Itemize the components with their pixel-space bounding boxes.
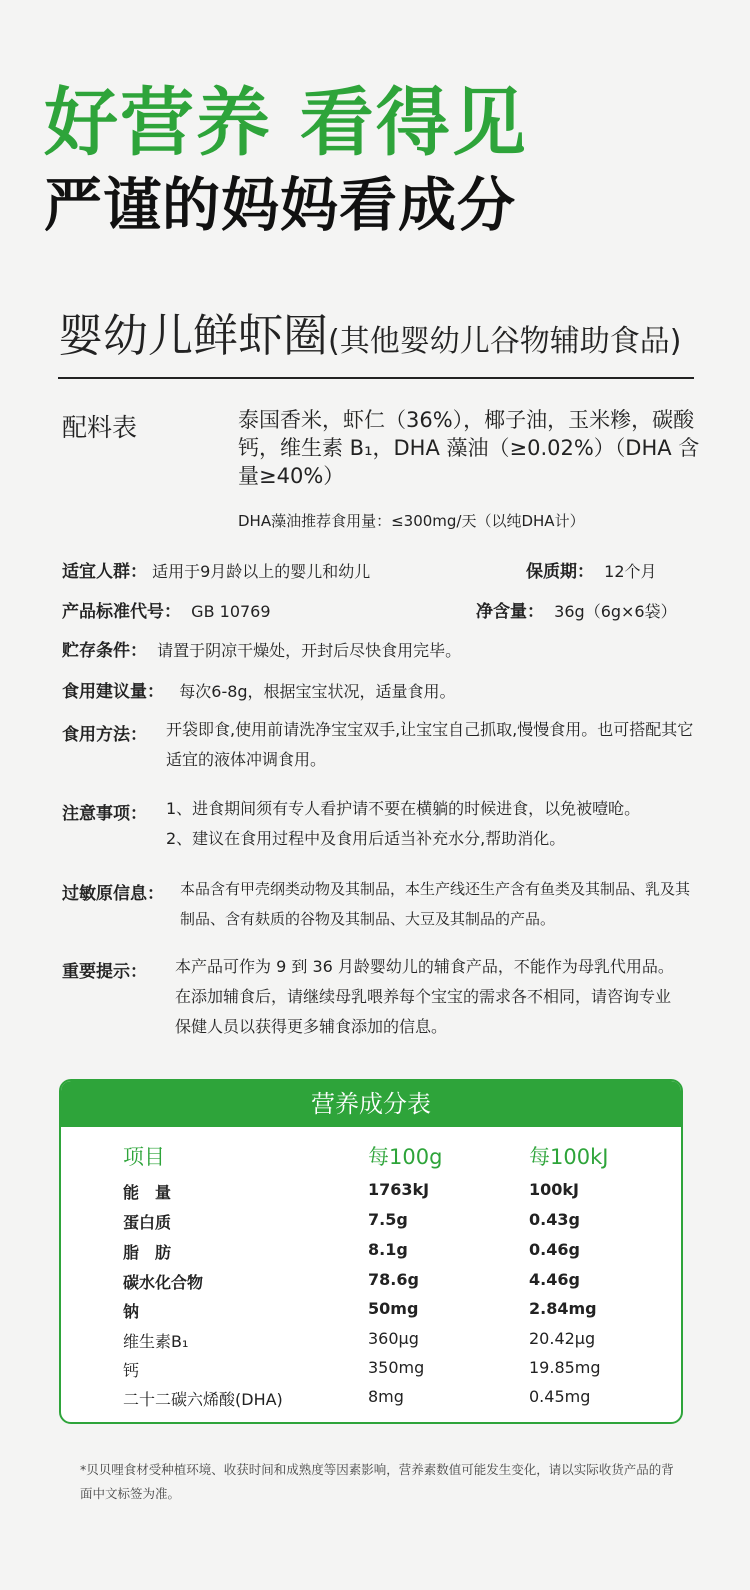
nutrition-row-per100kj: 0.43g [529, 1210, 580, 1229]
method-value: 开袋即食,使用前请洗净宝宝双手,让宝宝自己抓取,慢慢食用。也可搭配其它适宜的液体冲调食用。 [166, 720, 694, 769]
notice-label: 注意事项： [62, 804, 147, 824]
audience-row [62, 557, 370, 582]
nutrition-row-per100kj: 0.46g [529, 1240, 580, 1259]
tip-value: 本产品可作为 9 到 36 月龄婴幼儿的辅食产品，不能作为母乳代用品。在添加辅食后，请继续母乳喂养每个宝宝的需求各不相同，请咨询专业保健人员以获得更多辅食添加的信息。 [175, 957, 674, 1036]
allergen-label: 过敏原信息： [62, 884, 164, 904]
audience-value: 适用于9月龄以上的婴儿和幼儿 [152, 562, 371, 581]
net-content-label: 净含量： [476, 602, 544, 622]
nutrition-row-per100g: 78.6g [368, 1270, 419, 1289]
standard-row [62, 597, 271, 622]
notice-item-2: 2、建议在食用过程中及食用后适当补充水分,帮助消化。 [166, 829, 566, 848]
nutrition-header-per100kj: 每100kJ [529, 1145, 609, 1169]
net-content-row [476, 597, 677, 622]
nutrition-row-per100g: 8mg [368, 1387, 404, 1406]
nutrition-row-per100g: 360μg [368, 1329, 419, 1348]
hero-subheadline: 严谨的妈妈看成分 [44, 171, 517, 239]
nutrition-row-item: 维生素B₁ [123, 1332, 189, 1351]
shelf-life-label: 保质期： [526, 562, 594, 582]
allergen-value: 本品含有甲壳纲类动物及其制品，本生产线还生产含有鱼类及其制品、乳及其制品、含有麸质的谷物及其制品、大豆及其制品的产品。 [180, 880, 691, 928]
storage-label: 贮存条件： [62, 641, 147, 661]
standard-label: 产品标准代号： [62, 602, 181, 622]
nutrition-row-per100kj: 19.85mg [529, 1358, 601, 1377]
nutrition-row-per100kj: 20.42μg [529, 1329, 596, 1348]
nutrition-row-per100kj: 2.84mg [529, 1299, 597, 1318]
nutrition-row-item: 碳水化合物 [123, 1273, 204, 1292]
nutrition-row-per100g: 50mg [368, 1299, 419, 1318]
product-title [58, 306, 681, 376]
dosage-row [62, 677, 456, 702]
nutrition-row-item: 脂 肪 [123, 1243, 172, 1262]
ingredients-text: 泰国香米，虾仁（36%），椰子油，玉米糁，碳酸钙，维生素 B₁，DHA 藻油（≥0.02%）（DHA 含量≥40%） [238, 408, 700, 488]
ingredients-label: 配料表 [62, 413, 138, 442]
hero-headline: 好营养 看得见 [44, 80, 528, 166]
shelf-life-row [526, 557, 657, 582]
nutrition-row-item: 二十二碳六烯酸(DHA) [123, 1390, 283, 1409]
method-label: 食用方法： [62, 725, 147, 745]
nutrition-header-item: 项目 [123, 1145, 165, 1169]
nutrition-row-per100kj: 4.46g [529, 1270, 580, 1289]
footnote: *贝贝哩食材受种植环境、收获时间和成熟度等因素影响，营养素数值可能发生变化，请以实际收货产品的背面中文标签为准。 [80, 1462, 674, 1501]
dha-note: DHA藻油推荐食用量：≤300mg/天（以纯DHA计） [238, 512, 585, 530]
nutrition-row-per100g: 8.1g [368, 1240, 408, 1259]
product-name: 婴幼儿鲜虾圈 [58, 309, 329, 362]
nutrition-row-per100g: 7.5g [368, 1210, 408, 1229]
notice-item-1: 1、进食期间须有专人看护请不要在横躺的时候进食，以免被噎呛。 [166, 799, 641, 818]
nutrition-table-title: 营养成分表 [61, 1081, 681, 1127]
nutrition-header-per100g: 每100g [368, 1145, 443, 1169]
storage-value: 请置于阴凉干燥处，开封后尽快食用完毕。 [157, 641, 462, 660]
dosage-value: 每次6-8g，根据宝宝状况，适量食用。 [179, 682, 456, 701]
shelf-life-value: 12个月 [604, 562, 657, 581]
nutrition-row-per100g: 350mg [368, 1358, 425, 1377]
net-content-value: 36g（6g×6袋） [554, 602, 677, 621]
nutrition-row-per100kj: 0.45mg [529, 1387, 591, 1406]
nutrition-row-item: 钙 [123, 1361, 140, 1380]
dosage-label: 食用建议量： [62, 682, 164, 702]
product-category: (其他婴幼儿谷物辅助食品) [328, 324, 682, 359]
nutrition-row-per100g: 1763kJ [368, 1180, 430, 1199]
title-divider [58, 377, 694, 379]
nutrition-row-item: 能 量 [123, 1183, 172, 1202]
nutrition-row-item: 钠 [123, 1302, 140, 1321]
standard-value: GB 10769 [191, 602, 271, 621]
nutrition-row-item: 蛋白质 [123, 1213, 172, 1232]
tip-label: 重要提示： [62, 962, 147, 982]
audience-label: 适宜人群： [62, 562, 147, 582]
nutrition-table [59, 1079, 683, 1424]
nutrition-row-per100kj: 100kJ [529, 1180, 579, 1199]
storage-row [62, 636, 461, 661]
